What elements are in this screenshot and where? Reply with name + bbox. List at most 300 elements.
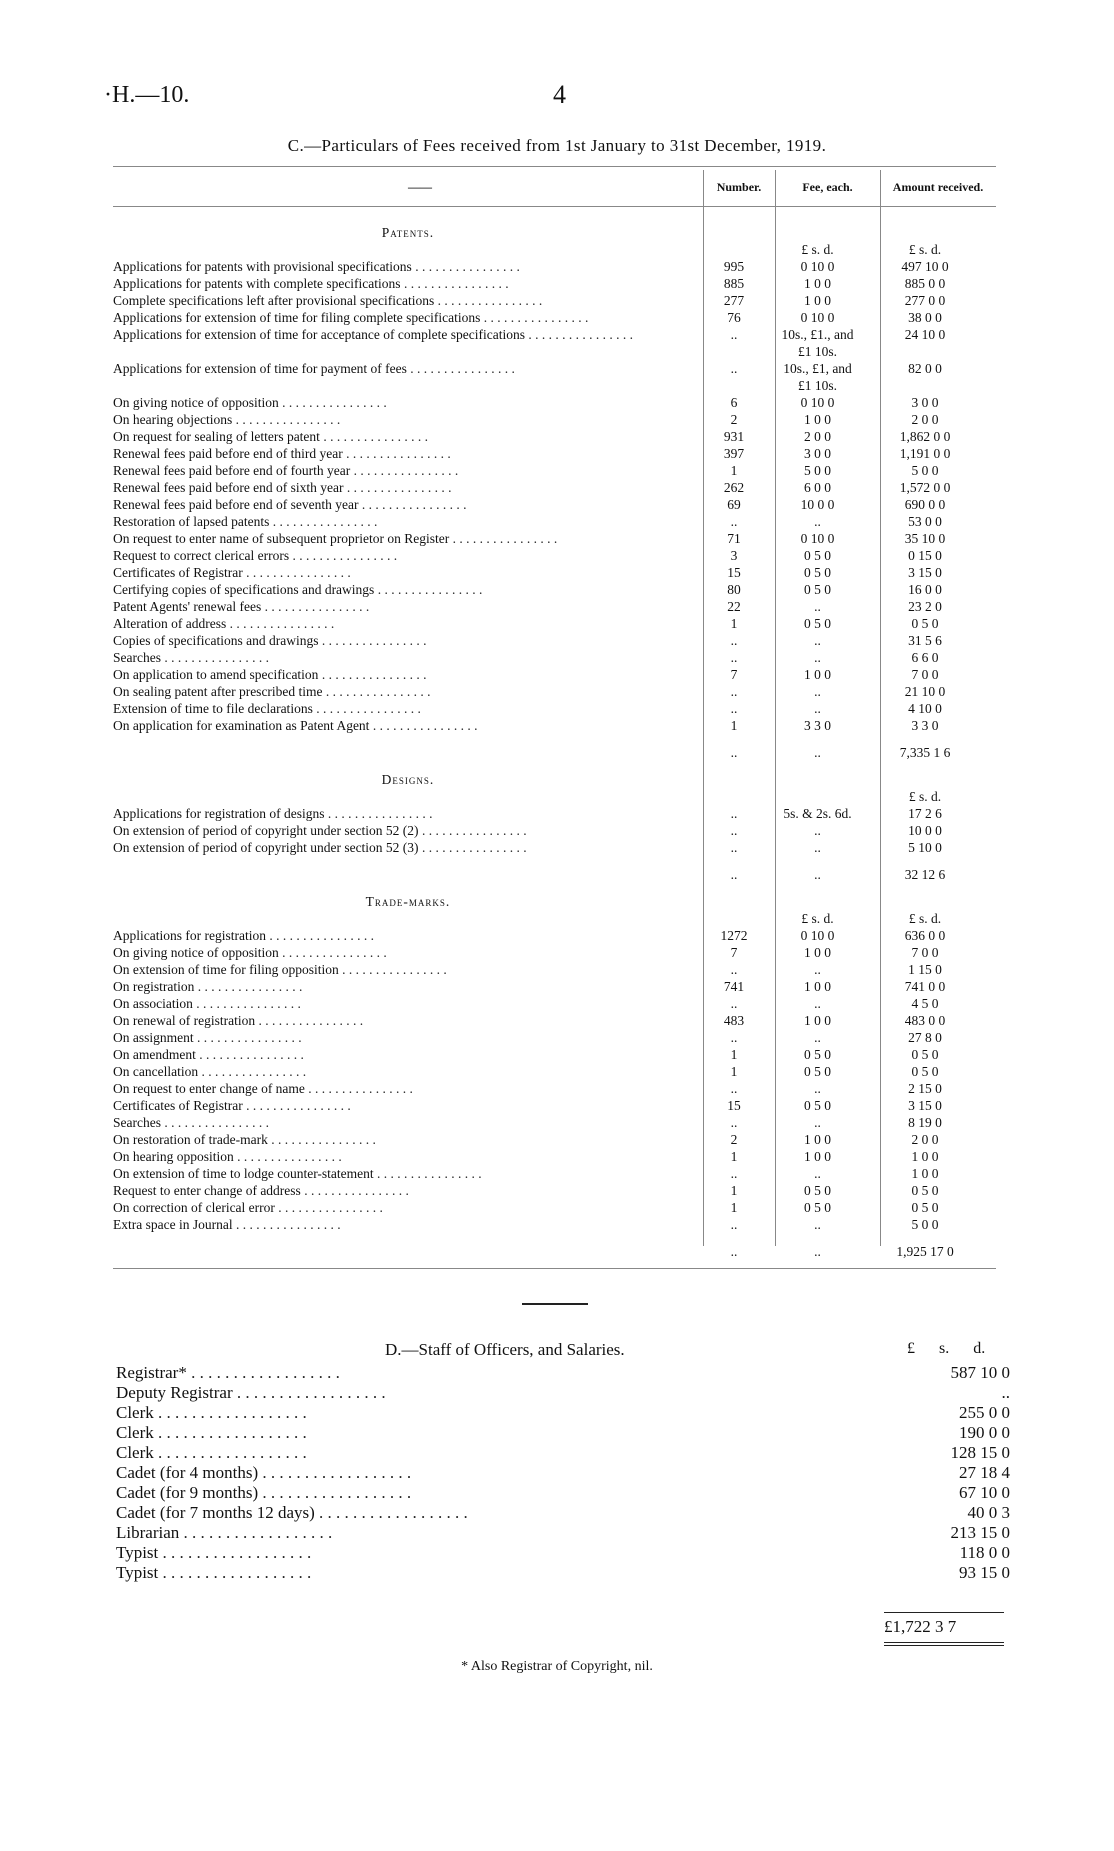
leader-dots: . . . . . . . . . . . . . . . . . . — [158, 1543, 312, 1562]
staff-total: £1,722 3 7 — [884, 1617, 957, 1636]
table-bottom-rule — [113, 1268, 996, 1269]
fee-cell: 5 0 0 — [804, 463, 831, 478]
amount-cell: 32 12 6 — [904, 867, 946, 882]
amount-cell: 17 2 6 — [908, 806, 942, 821]
description-cell: Certificates of Registrar . . . . . . . . . . . . . . . . — [113, 1098, 351, 1113]
fee-cell: 0 5 0 — [804, 565, 831, 580]
fee-cell: .. — [814, 1081, 821, 1096]
description-cell: On association . . . . . . . . . . . . . . . . — [113, 996, 301, 1011]
fee-cell: 5s. & 2s. 6d. — [783, 806, 852, 821]
table-row — [113, 1199, 980, 1216]
fee-cell: .. — [814, 1217, 821, 1232]
description-cell: Patent Agents' renewal fees . . . . . . . . . . . . . . . . — [113, 599, 370, 614]
footnote: * Also Registrar of Copyright, nil. — [461, 1659, 653, 1674]
number-cell: .. — [730, 867, 738, 882]
description-cell: On amendment . . . . . . . . . . . . . . . . — [113, 1047, 304, 1062]
amount-cell: 636 0 0 — [904, 928, 946, 943]
leader-dots: . . . . . . . . . . . . . . . . — [278, 395, 387, 410]
fee-cell — [765, 771, 870, 788]
total-double-rule — [884, 1642, 1004, 1643]
leader-dots: . . . . . . . . . . . . . . . . — [274, 1200, 383, 1215]
table-row — [113, 241, 980, 258]
amount-cell: 35 10 0 — [904, 531, 946, 546]
fee-cell: .. — [814, 1166, 821, 1181]
amount-cell: 1,191 0 0 — [899, 446, 951, 461]
fee-cell: 10s., £1., and — [781, 327, 854, 342]
column-header-number: Number. — [716, 180, 762, 194]
table-row — [113, 1216, 980, 1233]
leader-dots: . . . . . . . . . . . . . . . . — [312, 701, 421, 716]
leader-dots: . . . . . . . . . . . . . . . . — [289, 548, 398, 563]
fee-cell: .. — [814, 745, 821, 760]
fee-cell: 6 0 0 — [804, 480, 831, 495]
table-row — [113, 326, 980, 343]
table-row — [113, 683, 980, 700]
amount-cell: 741 0 0 — [904, 979, 946, 994]
fee-cell: .. — [814, 1030, 821, 1045]
description-cell: Applications for extension of time for payment of fees . . . . . . . . . . . . . . . . — [113, 361, 515, 376]
description-cell: Renewal fees paid before end of fourth year . . . . . . . . . . . . . . . . — [113, 463, 459, 478]
section-heading: Trade-marks. — [365, 894, 451, 909]
table-row — [113, 530, 980, 547]
number-cell — [703, 893, 765, 910]
table-row — [113, 1097, 980, 1114]
column-header-amount: Amount received. — [892, 180, 984, 194]
amount-cell: 23 2 0 — [908, 599, 942, 614]
leader-dots: . . . . . . . . . . . . . . . . — [358, 497, 467, 512]
fee-cell: 1 0 0 — [804, 293, 831, 308]
amount-cell: 4 5 0 — [911, 996, 939, 1011]
amount-cell: £ s. d. — [908, 911, 942, 926]
amount-cell: 5 10 0 — [908, 840, 942, 855]
fee-cell: .. — [814, 823, 821, 838]
fee-cell: 0 10 0 — [800, 395, 835, 410]
description-cell: On assignment . . . . . . . . . . . . . . . . — [113, 1030, 302, 1045]
number-cell: 2 — [730, 1132, 738, 1147]
subtotal-row — [113, 856, 980, 893]
fee-cell: 0 5 0 — [804, 1200, 831, 1215]
description-cell — [113, 856, 703, 893]
number-cell: 69 — [727, 497, 741, 512]
leader-dots: . . . . . . . . . . . . . . . . — [318, 633, 427, 648]
leader-dots: . . . . . . . . . . . . . . . . — [195, 1047, 304, 1062]
section-heading-row — [113, 224, 980, 241]
leader-dots: . . . . . . . . . . . . . . . . . . — [314, 1503, 468, 1522]
leader-dots: . . . . . . . . . . . . . . . . — [300, 1183, 409, 1198]
table-row — [113, 649, 980, 666]
fee-cell: 0 10 0 — [800, 928, 835, 943]
description-cell: Applications for patents with provisional specifications . . . . . . . . . . . . . . . . — [113, 259, 520, 274]
leader-dots: . . . . . . . . . . . . . . . . — [261, 599, 370, 614]
description-cell: Copies of specifications and drawings . . . . . . . . . . . . . . . . — [113, 633, 427, 648]
table-row — [113, 1063, 980, 1080]
number-cell: .. — [730, 840, 738, 855]
table-row — [113, 479, 980, 496]
fee-cell: .. — [814, 1115, 821, 1130]
table-row — [113, 995, 980, 1012]
number-cell: 741 — [723, 979, 745, 994]
table-row — [113, 927, 980, 944]
amount-cell — [870, 893, 980, 910]
amount-cell: 1 0 0 — [911, 1166, 939, 1181]
fee-cell: .. — [814, 996, 821, 1011]
fee-cell: 3 0 0 — [804, 446, 831, 461]
leader-dots: . . . . . . . . . . . . . . . . — [232, 412, 341, 427]
amount-cell: 483 0 0 — [904, 1013, 946, 1028]
number-cell: .. — [730, 823, 738, 838]
header-bottom-rule — [113, 206, 996, 207]
number-cell: 15 — [727, 565, 741, 580]
amount-cell: 1 15 0 — [908, 962, 942, 977]
fee-cell: 1 0 0 — [804, 1013, 831, 1028]
leader-dots: . . . . . . . . . . . . . . . . . . — [179, 1523, 333, 1542]
amount-cell: 0 5 0 — [911, 1200, 939, 1215]
amount-cell: 277 0 0 — [904, 293, 946, 308]
amount-cell: 7 0 0 — [911, 667, 939, 682]
staff-salary: .. — [1001, 1383, 1010, 1402]
staff-name: Deputy Registrar . . . . . . . . . . . . . . . . . . — [116, 1383, 386, 1402]
amount-cell: 3 0 0 — [911, 395, 939, 410]
description-cell: Restoration of lapsed patents . . . . . . . . . . . . . . . . — [113, 514, 378, 529]
staff-salary: 27 18 4 — [959, 1463, 1010, 1482]
amount-cell: 4 10 0 — [908, 701, 942, 716]
description-cell — [113, 788, 703, 805]
leader-dots: . . . . . . . . . . . . . . . . — [411, 259, 520, 274]
number-cell — [703, 910, 765, 927]
fee-cell: 0 10 0 — [800, 310, 835, 325]
fee-cell: .. — [814, 633, 821, 648]
staff-table — [116, 1363, 1010, 1583]
description-cell: On application for examination as Patent Agent . . . . . . . . . . . . . . . . — [113, 718, 478, 733]
number-cell: 277 — [723, 293, 745, 308]
number-cell: .. — [730, 745, 738, 760]
leader-dots: . . . . . . . . . . . . . . . . . . — [153, 1443, 307, 1462]
table-row — [113, 1182, 980, 1199]
description-cell: Applications for extension of time for acceptance of complete specifications . . . . . . . . . . . . . . . . — [113, 327, 633, 342]
leader-dots: . . . . . . . . . . . . . . . . — [255, 1013, 364, 1028]
fee-cell: £ s. d. — [801, 911, 834, 926]
amount-cell: 21 10 0 — [904, 684, 946, 699]
table-row — [113, 700, 980, 717]
number-cell: 483 — [723, 1013, 745, 1028]
amount-cell — [870, 771, 980, 788]
number-cell: 262 — [723, 480, 745, 495]
description-cell: Extra space in Journal . . . . . . . . . . . . . . . . — [113, 1217, 341, 1232]
staff-name: Clerk . . . . . . . . . . . . . . . . . . — [116, 1423, 307, 1442]
staff-name: Registrar* . . . . . . . . . . . . . . . . . . — [116, 1363, 340, 1382]
fee-cell — [765, 893, 870, 910]
fee-cell: .. — [814, 701, 821, 716]
leader-dots: . . . . . . . . . . . . . . . . — [342, 446, 451, 461]
fees-table — [113, 224, 980, 1270]
description-cell — [113, 241, 703, 258]
amount-cell: 31 5 6 — [908, 633, 942, 648]
number-cell: .. — [730, 514, 738, 529]
section-heading: Designs. — [381, 772, 435, 787]
total-rule — [884, 1612, 1004, 1613]
description-cell: Complete specifications left after provisional specifications . . . . . . . . . . . . . . . . — [113, 293, 543, 308]
fee-cell: £1 10s. — [797, 344, 837, 359]
number-cell: .. — [730, 633, 738, 648]
amount-cell: 1,925 17 0 — [896, 1244, 954, 1259]
leader-dots: . . . . . . . . . . . . . . . . — [194, 979, 303, 994]
number-cell: .. — [730, 806, 738, 821]
description-cell: On request to enter name of subsequent proprietor on Register . . . . . . . . . . . . . . . . — [113, 531, 558, 546]
number-cell: 397 — [723, 446, 745, 461]
table-row — [113, 258, 980, 275]
description-cell: On request for sealing of letters patent . . . . . . . . . . . . . . . . — [113, 429, 428, 444]
fee-cell: 0 5 0 — [804, 548, 831, 563]
leader-dots: . . . . . . . . . . . . . . . . — [242, 565, 351, 580]
table-row — [113, 411, 980, 428]
fee-cell: 0 5 0 — [804, 616, 831, 631]
description-cell: Certifying copies of specifications and drawings . . . . . . . . . . . . . . . . — [113, 582, 483, 597]
number-cell: 931 — [723, 429, 745, 444]
amount-cell: 2 15 0 — [908, 1081, 942, 1096]
number-cell: 1 — [730, 718, 738, 733]
description-cell: Certificates of Registrar . . . . . . . . . . . . . . . . — [113, 565, 351, 580]
table-row — [113, 513, 980, 530]
table-row — [113, 978, 980, 995]
fee-cell: .. — [814, 1244, 821, 1259]
number-cell: .. — [730, 1166, 738, 1181]
staff-row — [116, 1543, 1010, 1563]
leader-dots: . . . . . . . . . . . . . . . . . . — [153, 1423, 307, 1442]
description-cell: Extension of time to file declarations . . . . . . . . . . . . . . . . — [113, 701, 421, 716]
amount-cell: 0 5 0 — [911, 1064, 939, 1079]
table-row — [113, 615, 980, 632]
number-cell: .. — [730, 962, 738, 977]
amount-cell: 3 15 0 — [908, 565, 942, 580]
table-row — [113, 1046, 980, 1063]
leader-dots: . . . . . . . . . . . . . . . . — [319, 429, 428, 444]
staff-salary: 118 0 0 — [959, 1543, 1010, 1562]
table-row — [113, 377, 980, 394]
leader-dots: . . . . . . . . . . . . . . . . — [434, 293, 543, 308]
leader-dots: . . . . . . . . . . . . . . . . — [192, 996, 301, 1011]
number-cell: 1 — [730, 1149, 738, 1164]
table-row — [113, 632, 980, 649]
leader-dots: . . . . . . . . . . . . . . . . . . — [158, 1563, 312, 1582]
number-cell: .. — [730, 701, 738, 716]
staff-row — [116, 1503, 1010, 1523]
staff-row — [116, 1423, 1010, 1443]
staff-name: Typist . . . . . . . . . . . . . . . . . . — [116, 1563, 312, 1582]
table-row — [113, 1165, 980, 1182]
staff-name: Librarian . . . . . . . . . . . . . . . . . . — [116, 1523, 333, 1542]
table-row — [113, 445, 980, 462]
number-cell: 6 — [730, 395, 738, 410]
leader-dots: . . . . . . . . . . . . . . . . — [406, 361, 515, 376]
table-row — [113, 394, 980, 411]
description-cell: On restoration of trade-mark . . . . . . . . . . . . . . . . — [113, 1132, 376, 1147]
leader-dots: . . . . . . . . . . . . . . . . — [418, 840, 527, 855]
leader-dots: . . . . . . . . . . . . . . . . . . — [258, 1463, 412, 1482]
description-cell: On hearing objections . . . . . . . . . . . . . . . . — [113, 412, 341, 427]
leader-dots: . . . . . . . . . . . . . . . . — [160, 1115, 269, 1130]
number-cell: 7 — [730, 945, 738, 960]
leader-dots: . . . . . . . . . . . . . . . . — [269, 514, 378, 529]
number-cell — [703, 788, 765, 805]
description-cell: On renewal of registration . . . . . . . . . . . . . . . . — [113, 1013, 364, 1028]
description-cell: On sealing patent after prescribed time . . . . . . . . . . . . . . . . — [113, 684, 431, 699]
amount-cell: 7 0 0 — [911, 945, 939, 960]
leader-dots: . . . . . . . . . . . . . . . . — [322, 684, 431, 699]
description-cell: Renewal fees paid before end of third year . . . . . . . . . . . . . . . . — [113, 446, 451, 461]
table-row — [113, 360, 980, 377]
leader-dots: . . . . . . . . . . . . . . . . — [374, 582, 483, 597]
number-cell — [703, 224, 765, 241]
number-cell: 71 — [727, 531, 741, 546]
fee-cell: 1 0 0 — [804, 667, 831, 682]
staff-row — [116, 1463, 1010, 1483]
staff-salary: 213 15 0 — [950, 1523, 1010, 1542]
staff-salary: 587 10 0 — [950, 1363, 1010, 1382]
leader-dots: . . . . . . . . . . . . . . . . — [232, 1217, 341, 1232]
staff-salary: 93 15 0 — [959, 1563, 1010, 1582]
amount-cell — [870, 224, 980, 241]
leader-dots: . . . . . . . . . . . . . . . . . . — [186, 1363, 340, 1382]
amount-cell: 16 0 0 — [908, 582, 942, 597]
description-cell: Request to enter change of address . . . . . . . . . . . . . . . . — [113, 1183, 409, 1198]
description-cell — [113, 910, 703, 927]
amount-cell — [870, 377, 980, 394]
fee-cell: 1 0 0 — [804, 979, 831, 994]
staff-row — [116, 1383, 1010, 1403]
fee-cell: 0 5 0 — [804, 1047, 831, 1062]
amount-cell: 0 5 0 — [911, 616, 939, 631]
leader-dots: . . . . . . . . . . . . . . . . — [343, 480, 452, 495]
fee-cell — [765, 788, 870, 805]
leader-dots: . . . . . . . . . . . . . . . . . . — [153, 1403, 307, 1422]
fee-cell: 0 10 0 — [800, 531, 835, 546]
description-cell: Searches . . . . . . . . . . . . . . . . — [113, 1115, 269, 1130]
description-cell: On registration . . . . . . . . . . . . . . . . — [113, 979, 303, 994]
leader-dots: . . . . . . . . . . . . . . . . — [449, 531, 558, 546]
table-row — [113, 343, 980, 360]
section-divider — [522, 1303, 588, 1305]
number-cell: 1 — [730, 1200, 738, 1215]
amount-cell: 2 0 0 — [911, 412, 939, 427]
description-cell: On extension of period of copyright under section 52 (2) . . . . . . . . . . . . . . . . — [113, 823, 527, 838]
leader-dots: . . . . . . . . . . . . . . . . — [267, 1132, 376, 1147]
leader-dots: . . . . . . . . . . . . . . . . — [193, 1030, 302, 1045]
leader-dots: . . . . . . . . . . . . . . . . — [226, 616, 335, 631]
table-row — [113, 1029, 980, 1046]
amount-cell: 2 0 0 — [911, 1132, 939, 1147]
fee-cell: .. — [814, 962, 821, 977]
description-cell: Applications for registration . . . . . . . . . . . . . . . . — [113, 928, 374, 943]
amount-cell: 5 0 0 — [911, 1217, 939, 1232]
number-cell: .. — [730, 1030, 738, 1045]
amount-cell: 53 0 0 — [908, 514, 942, 529]
leader-dots: . . . . . . . . . . . . . . . . — [265, 928, 374, 943]
description-cell: On extension of time for filing opposition . . . . . . . . . . . . . . . . — [113, 962, 447, 977]
number-cell: .. — [730, 684, 738, 699]
amount-cell: 1 0 0 — [911, 1149, 939, 1164]
amount-cell: 0 15 0 — [908, 548, 942, 563]
number-cell: 1272 — [720, 928, 748, 943]
table-row — [113, 961, 980, 978]
total-double-rule — [884, 1645, 1004, 1646]
fee-cell: £ s. d. — [801, 242, 834, 257]
staff-salary: 40 0 3 — [967, 1503, 1010, 1522]
number-cell: 1 — [730, 1183, 738, 1198]
number-cell: .. — [730, 1244, 738, 1259]
table-row — [113, 547, 980, 564]
staff-row — [116, 1563, 1010, 1583]
amount-cell: 82 0 0 — [908, 361, 942, 376]
table-row — [113, 805, 980, 822]
number-cell: .. — [730, 327, 738, 342]
number-cell — [703, 241, 765, 258]
table-row — [113, 598, 980, 615]
leader-dots: . . . . . . . . . . . . . . . . — [373, 1166, 482, 1181]
leader-dots: . . . . . . . . . . . . . . . . — [418, 823, 527, 838]
table-row — [113, 462, 980, 479]
fee-cell: .. — [814, 599, 821, 614]
description-cell: Applications for patents with complete specifications . . . . . . . . . . . . . . . . — [113, 276, 509, 291]
description-cell — [113, 1233, 703, 1270]
amount-cell: 8 19 0 — [908, 1115, 942, 1130]
fee-cell: 1 0 0 — [804, 1149, 831, 1164]
table-row — [113, 581, 980, 598]
number-cell: 80 — [727, 582, 741, 597]
amount-cell: 3 15 0 — [908, 1098, 942, 1113]
staff-name: Cadet (for 9 months) . . . . . . . . . . . . . . . . . . — [116, 1483, 412, 1502]
leader-dots: . . . . . . . . . . . . . . . . — [524, 327, 633, 342]
fee-cell: 1 0 0 — [804, 945, 831, 960]
number-cell: 22 — [727, 599, 741, 614]
fee-cell: .. — [814, 840, 821, 855]
leader-dots: . . . . . . . . . . . . . . . . — [198, 1064, 307, 1079]
description-cell: On giving notice of opposition . . . . . . . . . . . . . . . . — [113, 395, 387, 410]
description-cell: On correction of clerical error . . . . . . . . . . . . . . . . — [113, 1200, 383, 1215]
staff-salary: 190 0 0 — [959, 1423, 1010, 1442]
fee-cell: £1 10s. — [797, 378, 837, 393]
number-cell — [703, 377, 765, 394]
fee-cell: .. — [814, 684, 821, 699]
number-cell: .. — [730, 361, 738, 376]
leader-dots: . . . . . . . . . . . . . . . . — [400, 276, 509, 291]
fee-cell: 0 5 0 — [804, 1183, 831, 1198]
amount-cell: 6 6 0 — [911, 650, 939, 665]
number-cell: 885 — [723, 276, 745, 291]
amount-cell: 24 10 0 — [904, 327, 946, 342]
number-cell: 1 — [730, 616, 738, 631]
leader-dots: . . . . . . . . . . . . . . . . — [160, 650, 269, 665]
number-cell — [703, 771, 765, 788]
number-cell: 1 — [730, 463, 738, 478]
money-column-header: £ s. d. — [907, 1340, 986, 1357]
description-cell — [113, 343, 703, 360]
page-number: 4 — [553, 80, 566, 109]
number-cell: .. — [730, 650, 738, 665]
number-cell: .. — [730, 1115, 738, 1130]
column-header-desc: —— — [408, 180, 432, 194]
description-cell: Renewal fees paid before end of sixth year . . . . . . . . . . . . . . . . — [113, 480, 452, 495]
fee-cell: 10 0 0 — [800, 497, 835, 512]
description-cell: On request to enter change of name . . . . . . . . . . . . . . . . — [113, 1081, 413, 1096]
leader-dots: . . . . . . . . . . . . . . . . — [242, 1098, 351, 1113]
number-cell: 7 — [730, 667, 738, 682]
number-cell — [703, 343, 765, 360]
number-cell: 2 — [730, 412, 738, 427]
subtotal-row — [113, 734, 980, 771]
description-cell — [113, 377, 703, 394]
table-row — [113, 1131, 980, 1148]
leader-dots: . . . . . . . . . . . . . . . . — [324, 806, 433, 821]
